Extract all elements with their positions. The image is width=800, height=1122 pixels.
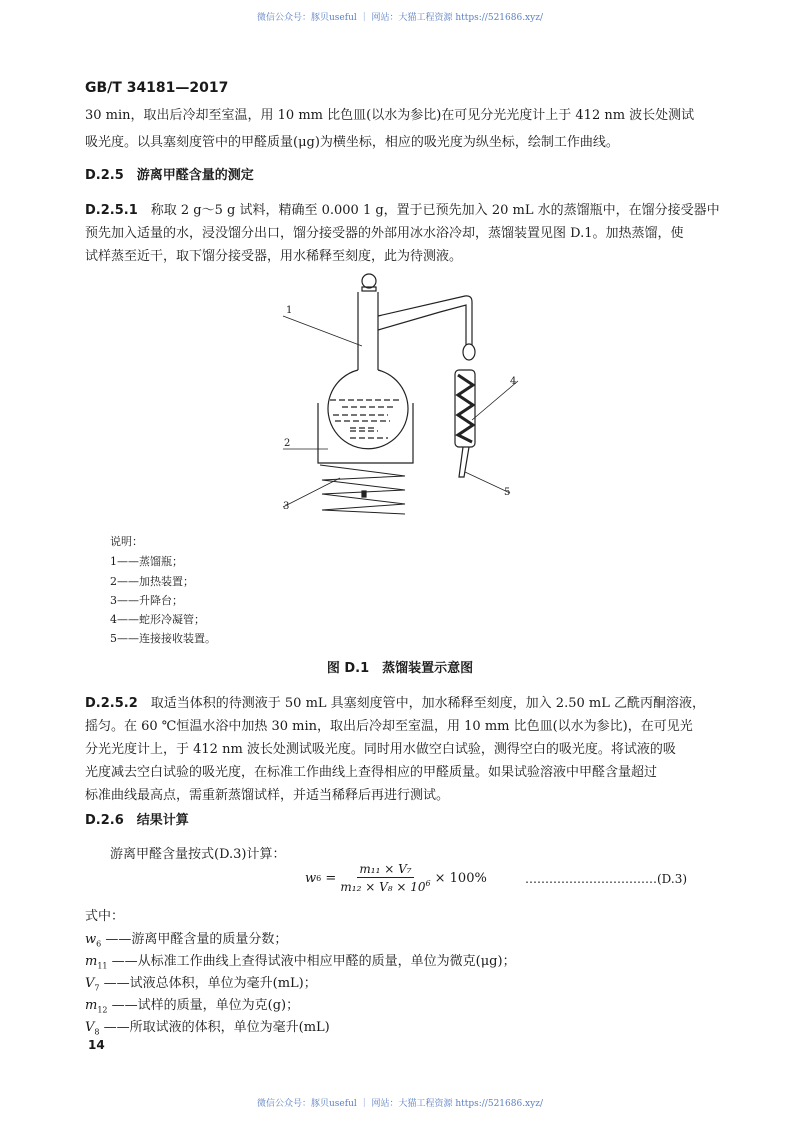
symbol-sub: 7 [94,983,100,993]
paragraph-line: 摇匀。在 60 ℃恒温水浴中加热 30 min，取出后冷却至室温，用 10 mm 比色皿(以水为参比)，在可见光 [85,719,693,734]
paragraph-line: 分光光度计上，于 412 nm 波长处测试吸光度。同时用水做空白试验，测得空白的吸光度。将试液的吸 [85,742,676,757]
watermark-bottom: 微信公众号：豚贝useful ｜ 网站：大猫工程资源 https://521686.xyz/ [257,1099,543,1109]
definition-item [85,994,299,1015]
definition-text: ——游离甲醛含量的质量分数； [105,932,288,947]
paragraph-line: 试样蒸至近干，取下馏分接受器，用水稀释至刻度，此为待测液。 [85,249,463,264]
diagram-label: 4 [510,376,517,387]
definition-item [85,1016,330,1037]
definition-text: ——从标准工作曲线上查得试液中相应甲醛的质量，单位为微克(μg)； [111,954,516,969]
formula-numerator: m₁₁ × V₇ [359,862,412,876]
section-title: 游离甲醛含量的测定 [136,168,254,183]
definition-item [85,928,287,949]
paragraph-line: 标准曲线最高点，需重新蒸馏试样，并适当稀释后再进行测试。 [85,788,450,803]
legend-item: 4——蛇形冷凝管； [110,613,205,626]
formula-lhs: w [305,870,317,886]
legend-item: 3——升降台； [110,594,183,607]
formula-denominator: m₁₂ × V₈ × 10 [340,880,426,894]
symbol: m [85,954,98,969]
symbol-sub: 8 [94,1027,100,1037]
legend-item: 5——连接接收装置。 [110,632,216,645]
symbol-sub: 11 [97,961,108,971]
definition-item [85,972,317,993]
distillation-apparatus-diagram [270,270,530,520]
symbol: m [85,998,98,1013]
page-number: 14 [88,1038,105,1052]
symbol-sub: 12 [97,1005,108,1015]
diagram-label: 5 [504,487,511,498]
symbol: V [85,976,95,991]
paragraph-line: 取适当体积的待测液于 50 mL 具塞刻度管中，加水稀释至刻度，加入 2.50 mL 乙酰丙酮溶液， [150,696,705,711]
clause-number: D.2.5.1 [85,203,138,218]
formula-reference: ……………………………(D.3) [525,872,688,886]
formula-lhs-sub: 6 [316,873,322,883]
formula-tail: × 100% [434,870,487,886]
definition-text: ——试液总体积，单位为毫升(mL)； [103,976,317,991]
section-number: D.2.5 [85,168,124,183]
figure-caption: 图 D.1 蒸馏装置示意图 [326,661,474,676]
formula-exponent: 6 [425,879,431,888]
watermark-top: 微信公众号：豚贝useful ｜ 网站：大猫工程资源 https://521686.xyz/ [257,13,543,23]
standard-header: GB/T 34181—2017 [85,80,229,96]
diagram-label: 2 [284,438,291,449]
formula-intro: 游离甲醛含量按式(D.3)计算： [110,847,286,862]
legend-title: 说明： [110,535,143,548]
formula-d3: w 6 = $\frac{\text{m₁₁ × V₇}}{m_{12} \times V_8 \times 10^6}$ × 100% [305,862,487,894]
paragraph-line: 30 min，取出后冷却至室温，用 10 mm 比色皿(以水为参比)在可见分光光度计上于 412 nm 波长处测试 [85,108,695,123]
paragraph-line: 光度减去空白试验的吸光度，在标准工作曲线上查得相应的甲醛质量。如果试验溶液中甲醛含量超过 [85,765,658,780]
symbol: w [85,932,97,947]
symbol: V [85,1020,95,1035]
section-number: D.2.6 [85,813,124,828]
where-label: 式中： [85,909,125,924]
legend-item: 2——加热装置； [110,575,194,588]
clause-number: D.2.5.2 [85,696,138,711]
definition-text: ——所取试液的体积，单位为毫升(mL) [103,1020,330,1035]
paragraph-line: 预先加入适量的水，浸没馏分出口，馏分接受器的外部用冰水浴冷却，蒸馏装置见图 D.1。加热蒸馏，使 [85,226,684,241]
legend-item: 1——蒸馏瓶； [110,555,183,568]
symbol-sub: 6 [96,939,102,949]
diagram-label: 1 [286,305,293,316]
definition-text: ——试样的质量，单位为克(g)； [111,998,300,1013]
diagram-label: 3 [283,501,290,512]
definition-item [85,950,516,971]
paragraph-line: 称取 2 g～5 g 试料，精确至 0.000 1 g，置于已预先加入 20 mL 水的蒸馏瓶中，在馏分接受器中 [150,203,720,218]
section-title: 结果计算 [136,813,189,828]
paragraph-line: 吸光度。以具塞刻度管中的甲醛质量(μg)为横坐标，相应的吸光度为纵坐标，绘制工作曲线。 [85,135,619,150]
